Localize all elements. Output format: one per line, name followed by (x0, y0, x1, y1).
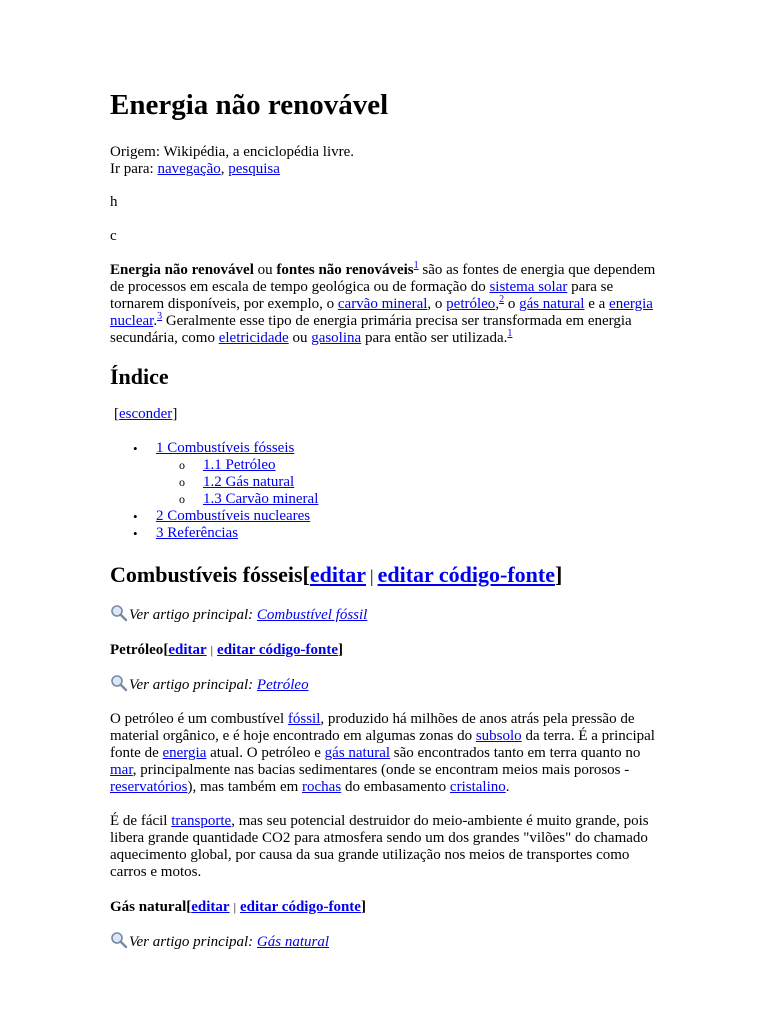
bracket-open: [ (114, 406, 119, 422)
toc-link-combustiveis-fosseis[interactable]: 1 Combustíveis fósseis (156, 440, 295, 456)
bracket-close: ] (338, 642, 343, 658)
bracket-open: [ (302, 562, 310, 587)
intro-text: o (504, 296, 520, 312)
section-heading-gas-natural (110, 898, 658, 916)
intro-bold-term-2: fontes não renováveis (276, 262, 414, 278)
intro-text: ou (253, 262, 277, 278)
link-petroleo[interactable]: petróleo (446, 296, 496, 312)
intro-text: Geralmente esse tipo de energia primária precisa ser transformada em energia secundária, como (110, 313, 632, 346)
section-heading-petroleo (110, 641, 658, 659)
toc-link-referencias[interactable]: 3 Referências (156, 525, 239, 541)
see-also-prefix: Ver artigo principal: (129, 933, 254, 950)
paragraph-text: , mas seu potencial destruidor do meio-ambiente é muito grande, pois libera grande quantidade CO2 para atmosfera sendo um dos grandes "vilões" do chamado aquecimento global, por causa da sua grande utilização nos meios de transportes como carros e motos. (110, 813, 649, 880)
intro-text: para se tornarem disponíveis, por exemplo, o (110, 279, 614, 312)
toc-item (156, 440, 658, 508)
intro-text: . (153, 313, 158, 329)
toc-item (156, 508, 658, 525)
magnifier-icon (110, 674, 128, 692)
edit-source-link[interactable]: editar código-fonte (240, 899, 361, 915)
edit-link[interactable]: editar (309, 562, 367, 587)
see-also-link-combustivel-fossil[interactable]: Combustível fóssil (256, 606, 368, 623)
link-mar[interactable]: mar (110, 762, 133, 778)
paragraph-text: do embasamento (341, 779, 450, 795)
edit-separator: | (210, 643, 214, 657)
ref-link-1b[interactable]: 1 (507, 328, 513, 339)
intro-text: , (495, 296, 500, 312)
paragraph-text: O petróleo é um combustível (110, 711, 288, 727)
intro-text: são as fontes de energia que dependem de processos em escala de tempo geológica ou de formação do (110, 262, 656, 295)
stray-letter-h: h (110, 194, 118, 210)
edit-separator: | (370, 566, 374, 586)
link-subsolo[interactable]: subsolo (475, 728, 522, 744)
stray-letter-c: c (110, 228, 117, 244)
edit-link[interactable]: editar (191, 899, 230, 915)
jump-prefix: Ir para: (110, 161, 158, 177)
toc-subitem (203, 474, 658, 491)
toc-toggle-line (110, 406, 658, 423)
toc-list (110, 440, 658, 542)
link-fossil[interactable]: fóssil (287, 711, 321, 727)
intro-text: e a (584, 296, 610, 312)
see-also-link-gas-natural[interactable]: Gás natural (256, 933, 330, 950)
section-heading-text: Gás natural (110, 899, 187, 915)
see-also-fosseis (110, 606, 658, 624)
intro-bold-term: Energia não renovável (110, 262, 254, 278)
toc (110, 440, 658, 542)
see-also-prefix: Ver artigo principal: (129, 606, 254, 623)
jump-separator: , (220, 161, 229, 177)
ref-link-3[interactable]: 3 (157, 311, 163, 322)
toc-link-gas-natural[interactable]: 1.2 Gás natural (203, 474, 295, 490)
jump-navigation-link[interactable]: navegação (157, 161, 221, 177)
magnifier-icon (110, 931, 128, 949)
link-energia-nuclear[interactable]: energia nuclear (110, 296, 653, 329)
intro-text: ou (288, 330, 312, 346)
page-title: Energia não renovável (110, 89, 389, 121)
toc-subitem (203, 457, 658, 474)
intro-text: , o (427, 296, 447, 312)
section-heading-text: Petróleo (110, 642, 164, 658)
toc-hide-link[interactable]: esconder (119, 406, 173, 422)
ref-link-1[interactable]: 1 (413, 260, 419, 271)
toc-subitem (203, 491, 658, 508)
toc-title: Índice (110, 364, 169, 389)
see-also-link-petroleo[interactable]: Petróleo (256, 676, 309, 693)
petroleo-paragraph-1 (110, 711, 658, 796)
edit-source-link[interactable]: editar código-fonte (377, 562, 555, 587)
toc-item (156, 525, 658, 542)
link-gas-natural[interactable]: gás natural (324, 745, 391, 761)
link-transporte[interactable]: transporte (171, 813, 232, 829)
toc-link-petroleo[interactable]: 1.1 Petróleo (203, 457, 276, 473)
link-sistema-solar[interactable]: sistema solar (489, 279, 568, 295)
link-cristalino[interactable]: cristalino (449, 779, 506, 795)
link-gas-natural[interactable]: gás natural (519, 296, 585, 312)
jump-links (110, 161, 658, 178)
link-rochas[interactable]: rochas (302, 779, 342, 795)
toc-sublist (156, 457, 658, 508)
bracket-close: ] (554, 562, 563, 587)
section-heading-text: Combustíveis fósseis (110, 562, 303, 587)
section-heading-combustiveis-fosseis (110, 562, 658, 589)
toc-link-carvao-mineral[interactable]: 1.3 Carvão mineral (203, 491, 319, 507)
link-energia[interactable]: energia (162, 745, 207, 761)
paragraph-text: . (505, 779, 510, 795)
bracket-close: ] (360, 899, 366, 915)
paragraph-text: da terra. É a principal fonte de (110, 728, 655, 761)
edit-link[interactable]: editar (168, 642, 207, 658)
intro-text: para então ser utilizada. (361, 330, 508, 346)
paragraph-text: são encontrados tanto em terra quanto no (390, 745, 641, 761)
edit-separator: | (233, 900, 236, 914)
bracket-open: [ (163, 642, 169, 658)
jump-search-link[interactable]: pesquisa (228, 161, 280, 177)
bracket-close: ] (172, 406, 178, 422)
bracket-open: [ (186, 899, 192, 915)
toc-link-combustiveis-nucleares[interactable]: 2 Combustíveis nucleares (156, 508, 311, 524)
paragraph-text: , produzido há milhões de anos atrás pela pressão de material orgânico, e é hoje encontrado em algumas zonas do (110, 711, 635, 744)
link-carvao-mineral[interactable]: carvão mineral (337, 296, 428, 312)
magnifier-icon (110, 604, 128, 622)
see-also-petroleo (110, 676, 658, 694)
paragraph-text: É de fácil (110, 813, 172, 829)
paragraph-text: ), mas também em (187, 779, 303, 795)
see-also-gas-natural (110, 933, 658, 951)
edit-source-link[interactable]: editar código-fonte (217, 642, 338, 658)
paragraph-text: , principalmente nas bacias sedimentares (onde se encontram meios mais porosos - (132, 762, 630, 778)
intro-paragraph (110, 262, 658, 347)
link-eletricidade[interactable]: eletricidade (218, 330, 289, 346)
origin-line (110, 144, 658, 161)
see-also-prefix: Ver artigo principal: (129, 676, 254, 693)
link-reservatorios[interactable]: reservatórios (110, 779, 188, 795)
link-gasolina[interactable]: gasolina (311, 330, 362, 346)
paragraph-text: atual. O petróleo e (206, 745, 325, 761)
origin-text: Origem: Wikipédia, a enciclopédia livre. (110, 144, 355, 160)
ref-link-2[interactable]: 2 (499, 294, 505, 305)
petroleo-paragraph-2 (110, 813, 658, 881)
